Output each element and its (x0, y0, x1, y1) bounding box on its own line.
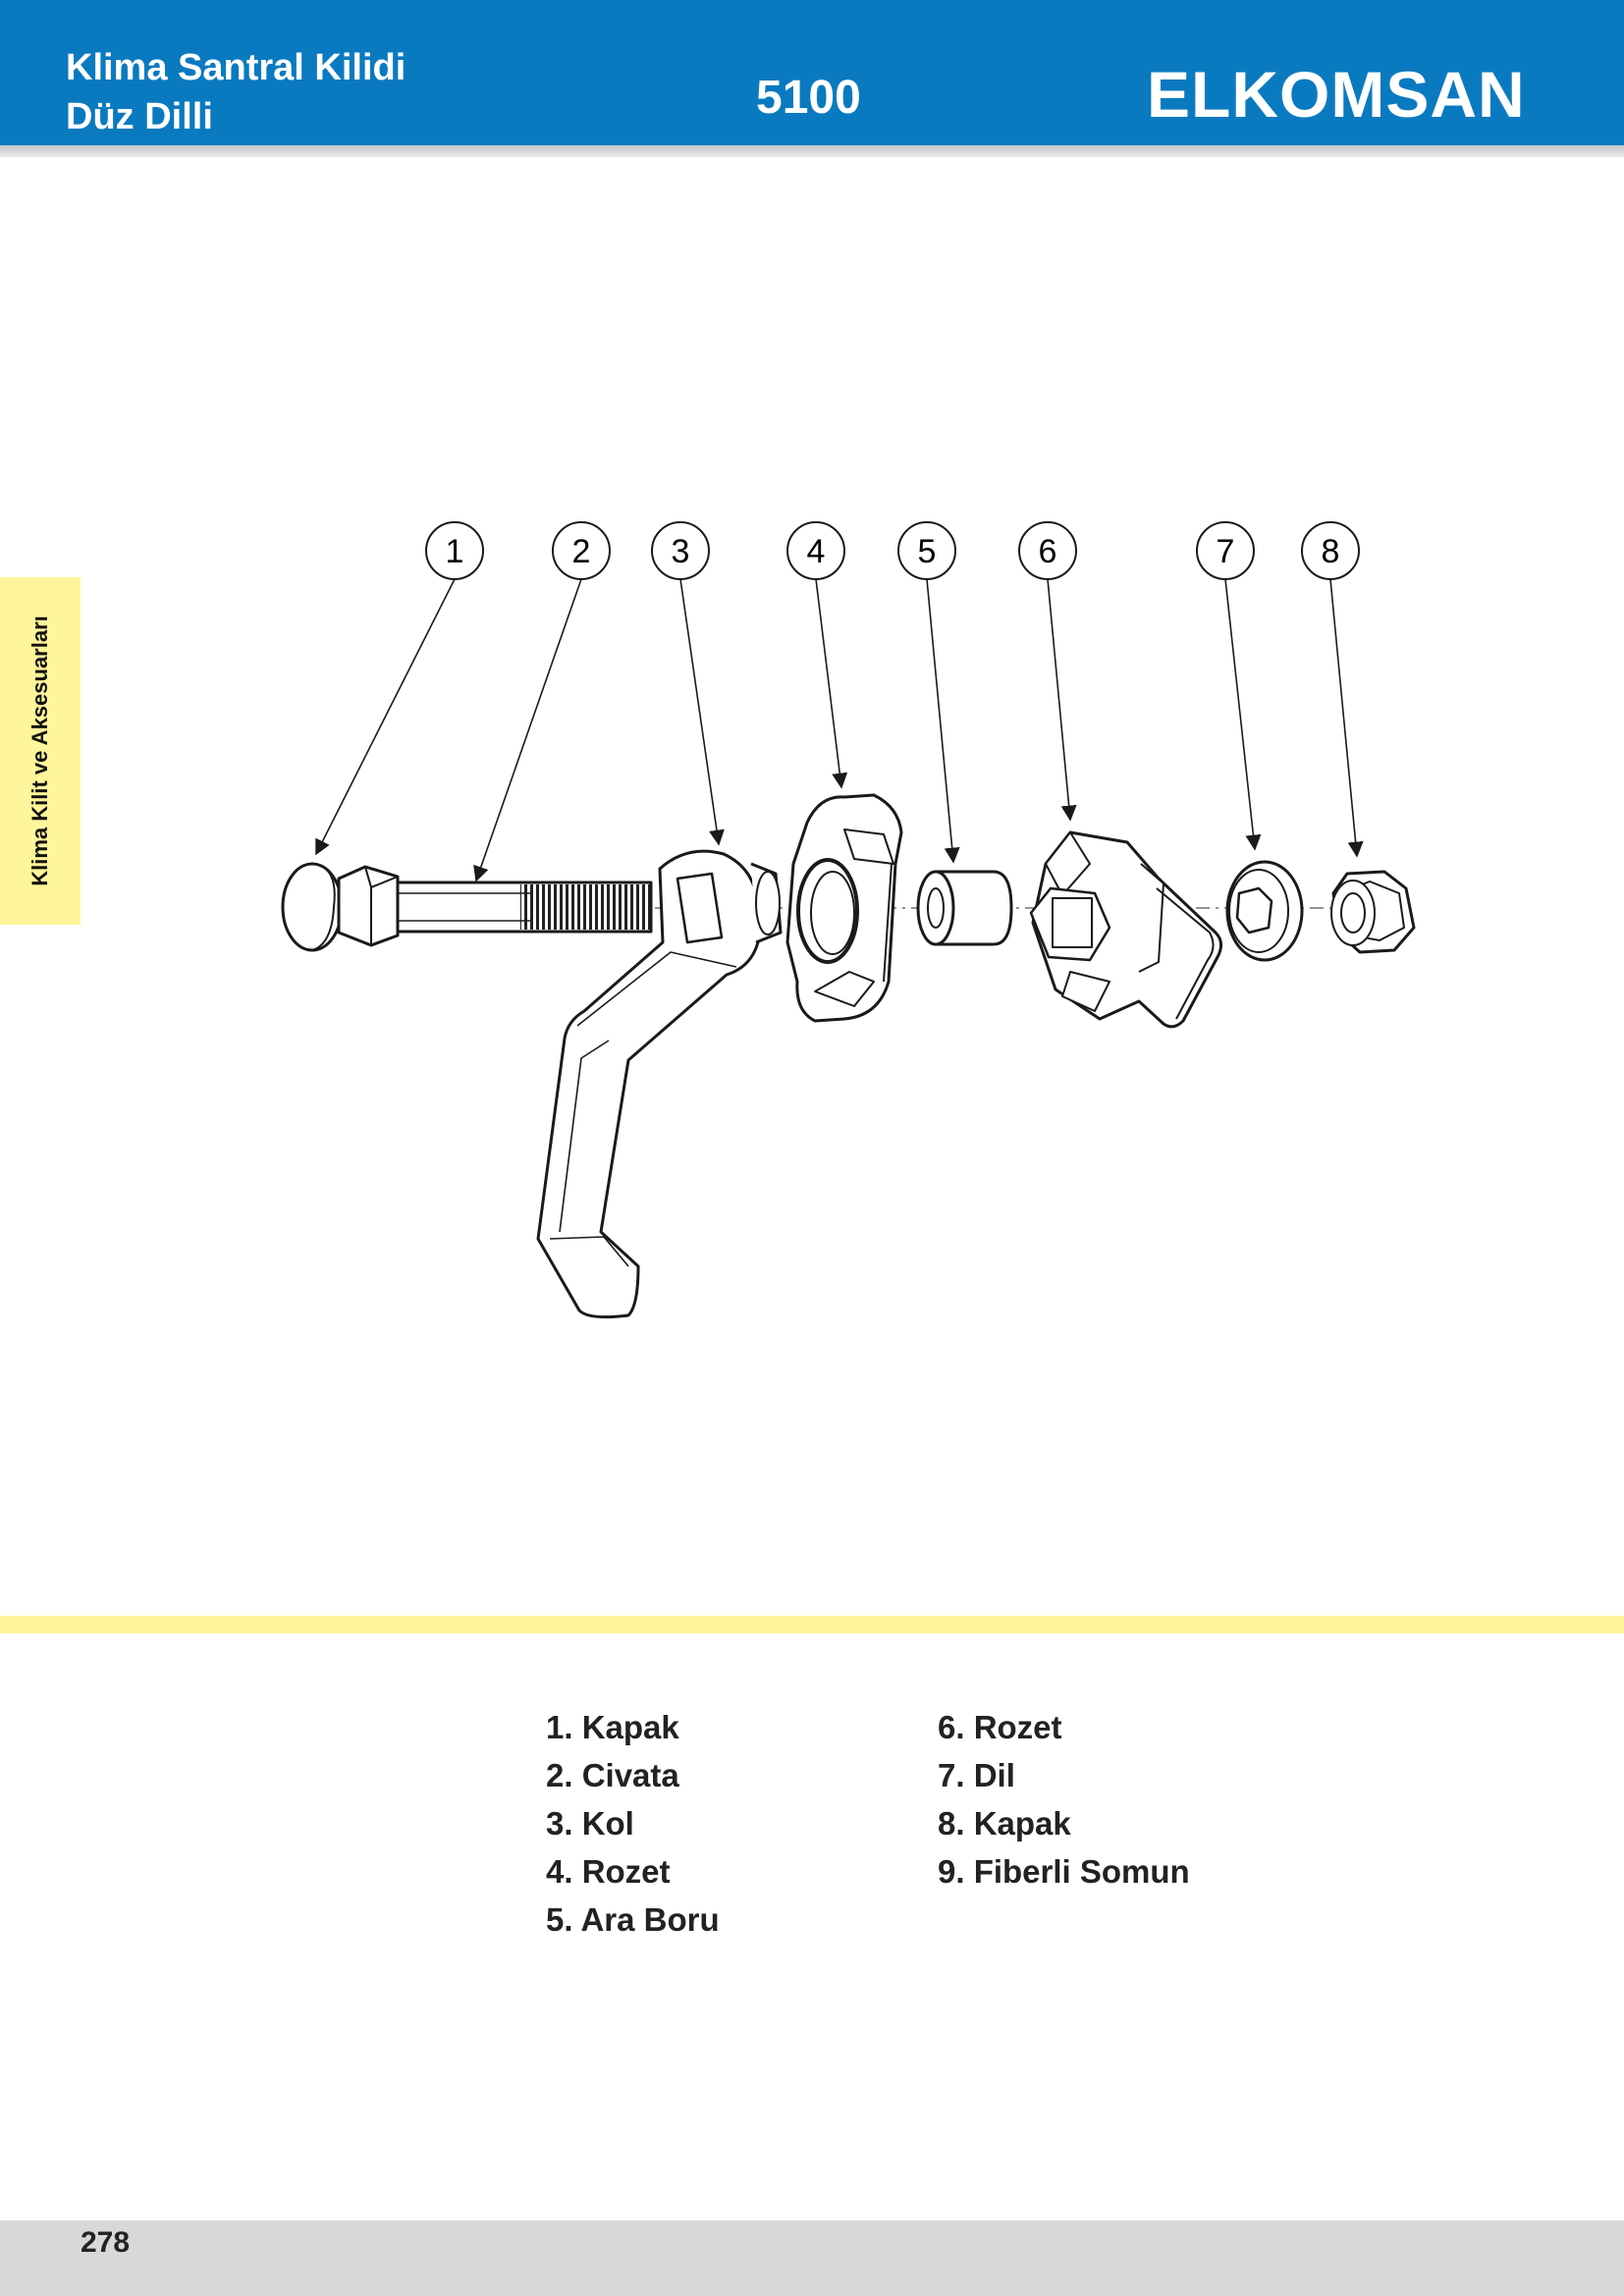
leader-line-8 (1330, 579, 1357, 856)
callout-1 (426, 522, 483, 579)
callout-6-label: 6 (1038, 533, 1057, 570)
parts-list-column-2 (938, 1703, 1190, 1896)
brand-name: ELKOMSAN (1147, 58, 1526, 131)
part-5-spacer (918, 872, 1011, 944)
leader-line-4 (816, 579, 841, 787)
leader-line-6 (1048, 579, 1070, 820)
callout-8 (1302, 522, 1359, 579)
callout-6 (1019, 522, 1076, 579)
callout-7 (1197, 522, 1254, 579)
callout-4-label: 4 (806, 533, 826, 570)
part-item: 4. Rozet (546, 1853, 671, 1890)
leader-line-5 (927, 579, 953, 862)
part-6-rosette-tongue (1031, 832, 1221, 1027)
part-4-rosette (787, 795, 901, 1021)
callout-4 (787, 522, 844, 579)
part-item: 7. Dil (938, 1757, 1015, 1793)
leader-line-1 (316, 579, 455, 854)
part-2-bolt (339, 867, 651, 945)
callout-3-label: 3 (671, 533, 690, 570)
part-item: 5. Ara Boru (546, 1901, 720, 1938)
part-7-washer (1227, 862, 1302, 960)
part-drawings (283, 795, 1414, 1317)
header-title-line1: Klima Santral Kilidi (66, 47, 406, 88)
leader-line-7 (1225, 579, 1255, 849)
part-item: 6. Rozet (938, 1709, 1062, 1745)
callout-1-label: 1 (445, 533, 464, 570)
page-footer (0, 2220, 1624, 2296)
page-number: 278 (81, 2226, 131, 2259)
callout-5 (898, 522, 955, 579)
product-code: 5100 (756, 72, 861, 124)
callout-8-label: 8 (1321, 533, 1340, 570)
leader-line-3 (680, 579, 719, 844)
callouts (426, 522, 1359, 579)
callout-2 (553, 522, 610, 579)
part-1-cap (283, 864, 342, 950)
part-8-nut (1331, 872, 1414, 952)
leader-line-2 (476, 579, 581, 881)
callout-3 (652, 522, 709, 579)
part-item: 2. Civata (546, 1757, 679, 1793)
side-tab-label: Klima Kilit ve Aksesuarları (27, 615, 52, 886)
part-item: 1. Kapak (546, 1709, 679, 1745)
callout-7-label: 7 (1216, 533, 1235, 570)
part-item: 8. Kapak (938, 1805, 1071, 1842)
parts-list-column-1 (546, 1703, 720, 1944)
callout-5-label: 5 (917, 533, 937, 570)
part-item: 9. Fiberli Somun (938, 1853, 1190, 1890)
part-item: 3. Kol (546, 1805, 634, 1842)
section-divider (0, 1616, 1624, 1633)
header-title-line2: Düz Dilli (66, 96, 213, 137)
callout-2-label: 2 (571, 533, 591, 570)
